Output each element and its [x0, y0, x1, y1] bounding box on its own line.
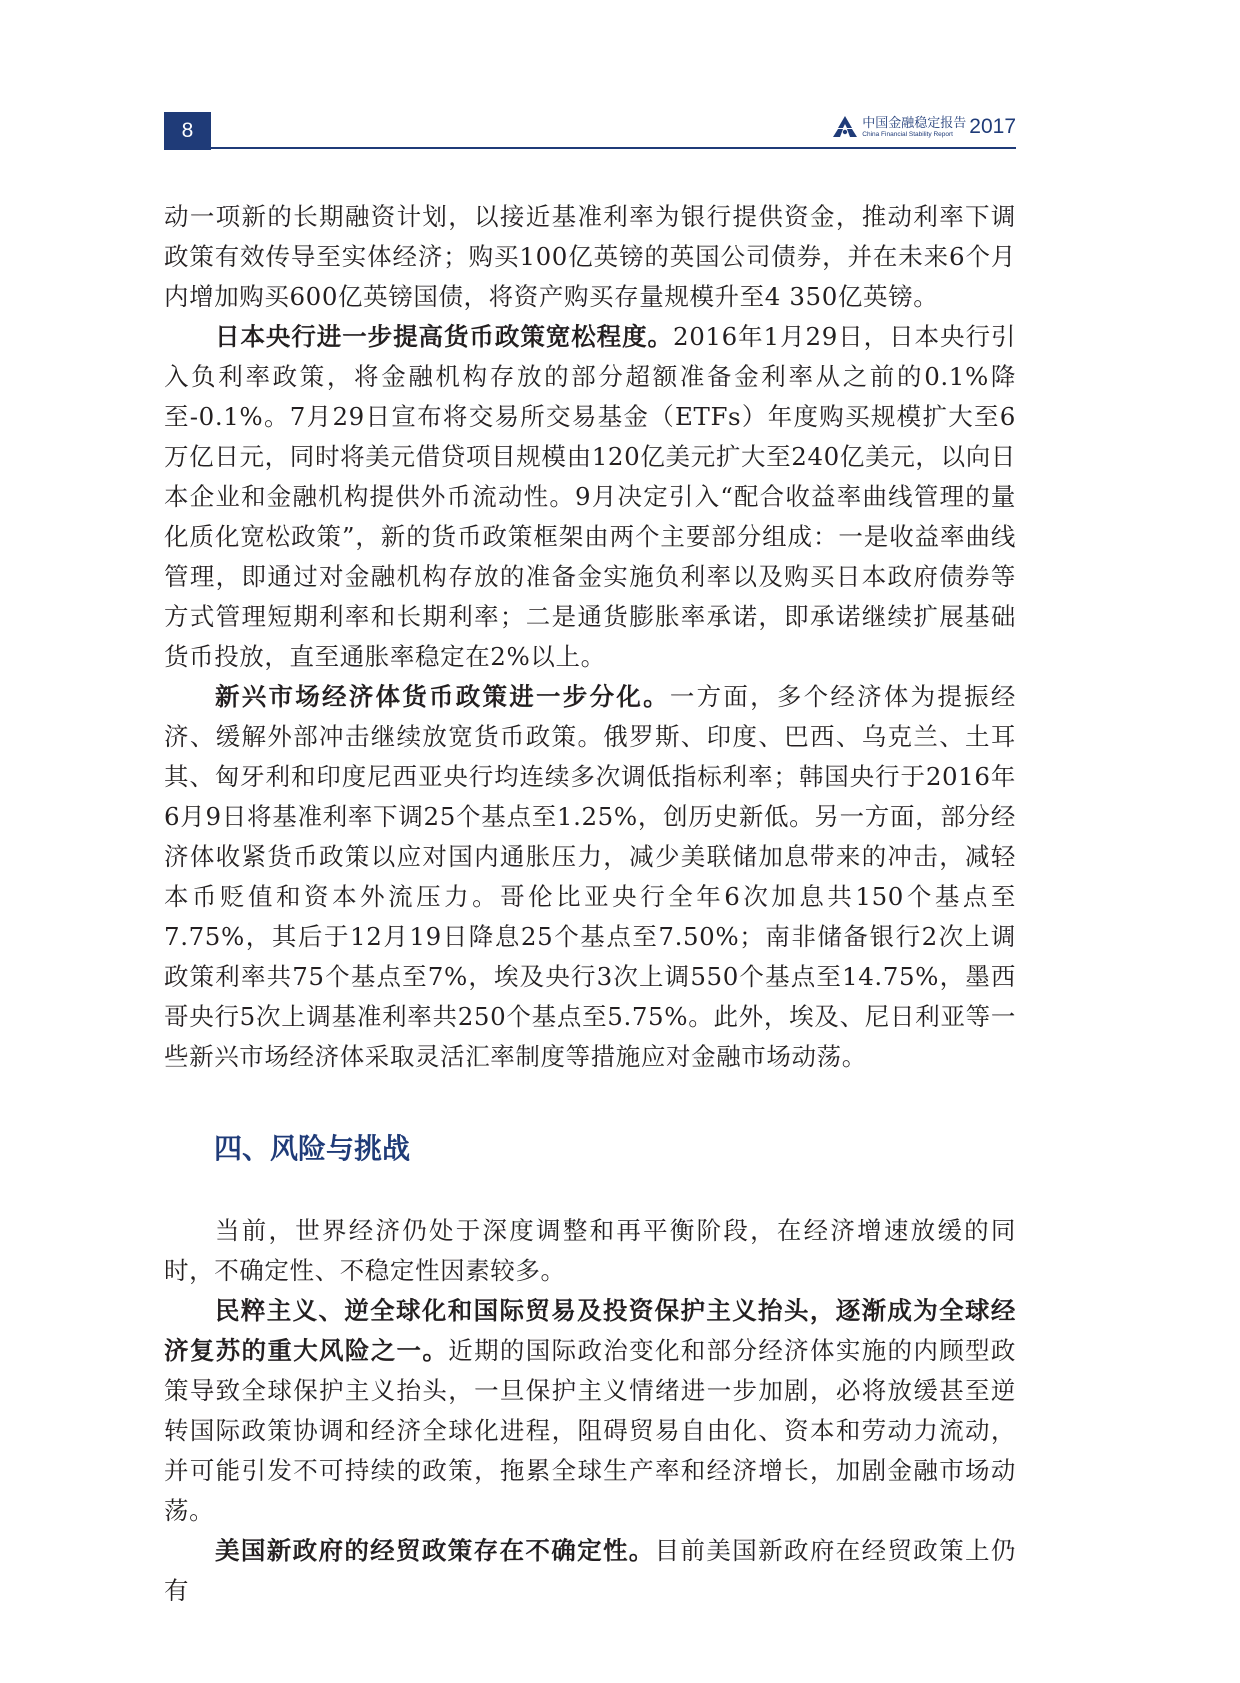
paragraph-text: 2016年1月29日，日本央行引入负利率政策，将金融机构存放的部分超额准备金利率从之前的0.1%降至-0.1%。7月29日宣布将交易所交易基金（ETFs）年度购买规模扩大至6万亿日元，同时将美元借贷项目规模由120亿美元扩大至240亿美元，以向日本企业和金融机构提供外币流动性。9月决定引入“配合收益率曲线管理的量化质化宽松政策”，新的货币政策框架由两个主要部分组成：一是收益率曲线管理，即通过对金融机构存放的准备金实施负利率以及购买日本政府债券等方式管理短期利率和长期利率；二是通货膨胀率承诺，即承诺继续扩展基础货币投放，直至通胀率稳定在2%以上。: [164, 322, 1016, 671]
paragraph-emerging-markets: [164, 677, 1016, 1077]
brand-title-en: China Financial Stability Report: [862, 130, 953, 138]
paragraph-protectionism: [164, 1291, 1016, 1531]
brand-year: 2017: [969, 115, 1016, 138]
paragraph-lead: 日本央行进一步提高货币政策宽松程度。: [215, 322, 673, 351]
paragraph-overview: [164, 1211, 1016, 1291]
paragraph-us-policy: [164, 1531, 1016, 1611]
paragraph-lead: 美国新政府的经贸政策存在不确定性。: [215, 1536, 655, 1565]
page-body: [164, 197, 1016, 1611]
paragraph-lead: 新兴市场经济体货币政策进一步分化。: [215, 682, 670, 711]
paragraph-text: 当前，世界经济仍处于深度调整和再平衡阶段，在经济增速放缓的同时，不确定性、不稳定性因素较多。: [164, 1216, 1016, 1285]
paragraph-boj: [164, 317, 1016, 677]
paragraph-text: 动一项新的长期融资计划，以接近基准利率为银行提供资金，推动利率下调政策有效传导至实体经济；购买100亿英镑的英国公司债券，并在未来6个月内增加购买600亿英镑国债，将资产购买存量规模升至4 350亿英镑。: [164, 202, 1016, 311]
paragraph-text: 近期的国际政治变化和部分经济体实施的内顾型政策导致全球保护主义抬头，一旦保护主义情绪进一步加剧，必将放缓甚至逆转国际政策协调和经济全球化进程，阻碍贸易自由化、资本和劳动力流动，并可能引发不可持续的政策，拖累全球生产率和经济增长，加剧金融市场动荡。: [164, 1336, 1016, 1525]
section-heading: 四、风险与挑战: [214, 1132, 411, 1165]
paragraph-text: 目前美国新政府在经贸政策上仍有: [164, 1536, 1016, 1605]
brand-title-cn: 中国金融稳定报告: [862, 114, 967, 130]
paragraph-text: 一方面，多个经济体为提振经济、缓解外部冲击继续放宽货币政策。俄罗斯、印度、巴西、乌克兰、土耳其、匈牙利和印度尼西亚央行均连续多次调低指标利率；韩国央行于2016年6月9日将基准利率下调25个基点至1.25%，创历史新低。另一方面，部分经济体收紧货币政策以应对国内通胀压力，减少美联储加息带来的冲击，减轻本币贬值和资本外流压力。哥伦比亚央行全年6次加息共150个基点至7.75%，其后于12月19日降息25个基点至7.50%；南非储备银行2次上调政策利率共75个基点至7%，埃及央行3次上调550个基点至14.75%，墨西哥央行5次上调基准利率共250个基点至5.75%。此外，埃及、尼日利亚等一些新兴市场经济体采取灵活汇率制度等措施应对金融市场动荡。: [164, 682, 1016, 1071]
paragraph-boe-continued: [164, 197, 1016, 317]
brand-text: [862, 116, 966, 139]
paragraph-lead: 民粹主义、逆全球化和国际贸易及投资保护主义抬头，逐渐成为全球经济复苏的重大风险之一。: [164, 1296, 1016, 1365]
pboc-logo-icon: [832, 115, 858, 139]
page-number: 8: [164, 112, 211, 150]
header-rule: [211, 147, 1016, 149]
page-header: [164, 108, 1016, 148]
report-brand: [832, 110, 1016, 144]
